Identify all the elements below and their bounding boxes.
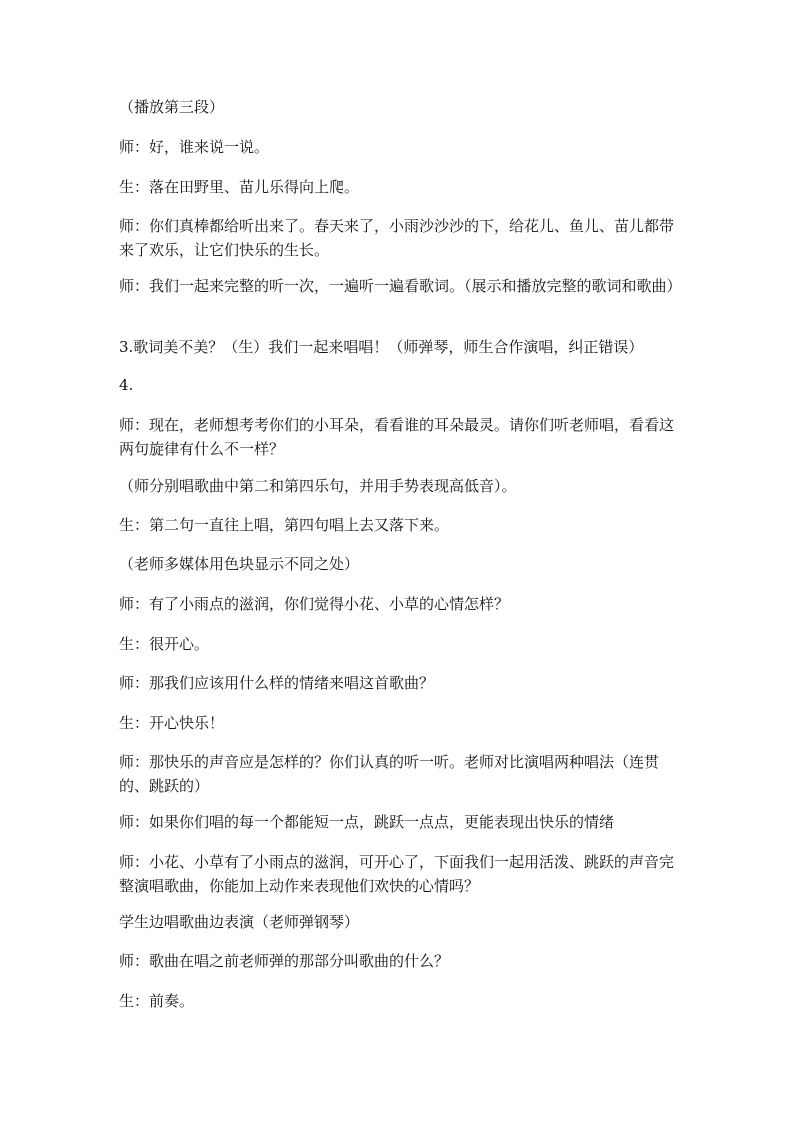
paragraph-teacher-ears-test: 师：现在，老师想考考你们的小耳朵，看看谁的耳朵最灵。请你们听老师唱，看看这两句旋律有什么不一样？ (119, 416, 675, 458)
paragraph-teacher-emotion-question: 师：那我们应该用什么样的情绪来唱这首歌曲？ (119, 674, 435, 692)
paragraph-teacher-who-speaks: 师：好，谁来说一说。 (119, 138, 270, 156)
paragraph-teacher-sing-together: 师：小花、小草有了小雨点的滋润，可开心了，下面我们一起用活泼、跳跃的声音完整演唱歌曲，你能加上动作来表现他们欢快的心情吗？ (119, 853, 675, 895)
paragraph-teacher-prelude-question: 师：歌曲在唱之前老师弹的那部分叫歌曲的什么？ (119, 952, 450, 970)
paragraph-student-prelude: 生：前奏。 (119, 992, 195, 1010)
paragraph-student-joyful: 生：开心快乐！ (119, 714, 225, 732)
paragraph-step-3: 3.歌词美不美？（生）我们一起来唱唱！（师弹琴，师生合作演唱，纠正错误） (119, 338, 644, 356)
paragraph-student-happy: 生：很开心。 (119, 635, 210, 653)
paragraph-teacher-mood-question: 师：有了小雨点的滋润，你们觉得小花、小草的心情怎样？ (119, 595, 510, 613)
paragraph-step-4: 4. (119, 376, 134, 394)
paragraph-teacher-praise: 师：你们真棒都给听出来了。春天来了，小雨沙沙沙的下，给花儿、鱼儿、苗儿都带来了欢乐，让它们快乐的生长。 (119, 217, 675, 259)
paragraph-teacher-short-notes: 师：如果你们唱的每一个都能短一点，跳跃一点点，更能表现出快乐的情绪 (119, 813, 615, 831)
paragraph-student-answer-1: 生：落在田野里、苗儿乐得向上爬。 (119, 178, 360, 196)
paragraph-student-answer-2: 生：第二句一直往上唱，第四句唱上去又落下来。 (119, 516, 450, 534)
paragraph-teacher-listen-complete: 师：我们一起来完整的听一次，一遍听一遍看歌词。（展示和播放完整的歌词和歌曲） (119, 277, 682, 295)
paragraph-play-third-section: （播放第三段） (119, 98, 225, 116)
paragraph-multimedia-note: （老师多媒体用色块显示不同之处） (119, 555, 360, 573)
paragraph-teacher-compare-singing: 师：那快乐的声音应是怎样的？你们认真的听一听。老师对比演唱两种唱法（连贯的、跳跃的） (119, 753, 660, 795)
paragraph-teacher-sings-phrases: （师分别唱歌曲中第二和第四乐句，并用手势表现高低音）。 (119, 477, 517, 495)
paragraph-students-perform: 学生边唱歌曲边表演（老师弹钢琴） (119, 913, 360, 931)
